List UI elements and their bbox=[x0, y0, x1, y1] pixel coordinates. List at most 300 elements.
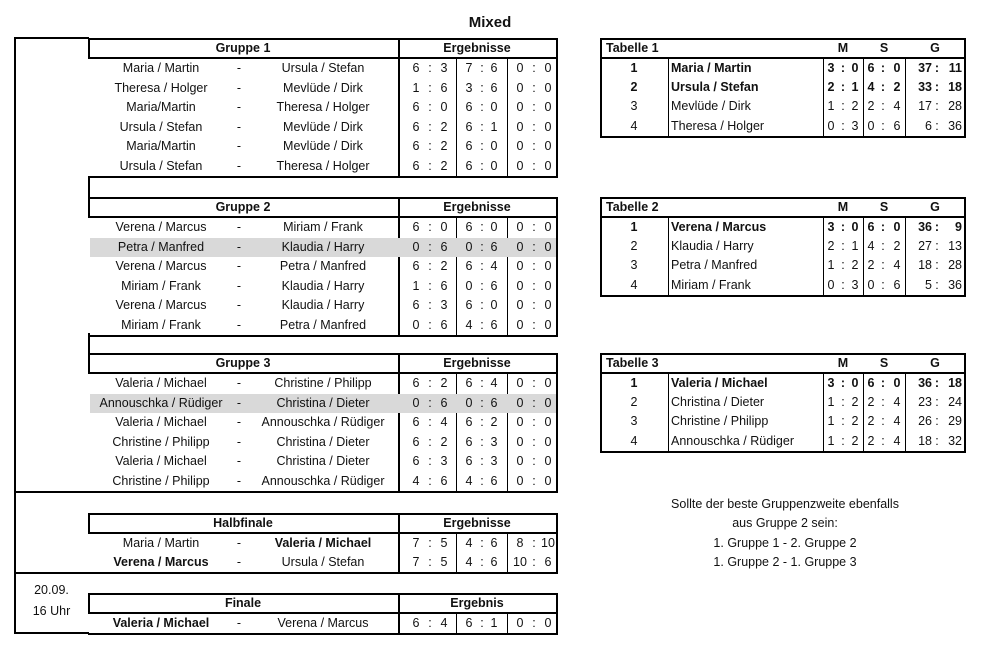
score-colon: : bbox=[480, 220, 484, 234]
colon: : bbox=[935, 395, 939, 410]
rule-line bbox=[964, 374, 966, 451]
set-score: 0 bbox=[544, 434, 552, 449]
rule-line bbox=[964, 353, 966, 373]
set-score: 6 bbox=[412, 100, 420, 114]
set-score: 7 bbox=[412, 536, 420, 550]
set-score: 0 bbox=[516, 616, 524, 630]
rule-line bbox=[88, 335, 558, 337]
team-b: Mevlüde / Dirk bbox=[283, 139, 363, 153]
team-name: Ursula / Stefan bbox=[671, 80, 759, 95]
set-score: 0 bbox=[544, 139, 552, 153]
matches-won: 1 bbox=[827, 395, 835, 410]
set-score: 0 bbox=[412, 239, 420, 254]
colon: : bbox=[841, 414, 845, 429]
score-colon: : bbox=[480, 239, 484, 254]
vs-dash: - bbox=[236, 454, 242, 468]
colon: : bbox=[840, 220, 846, 234]
matches-won: 1 bbox=[827, 99, 835, 114]
team-b: Christina / Dieter bbox=[276, 395, 370, 410]
vs-dash: - bbox=[236, 100, 242, 114]
colon: : bbox=[935, 277, 939, 292]
rule-line bbox=[964, 38, 966, 58]
rule-line bbox=[556, 38, 558, 58]
set-score: 6 bbox=[465, 139, 473, 153]
final-time: 16 Uhr bbox=[32, 604, 71, 618]
set-score: 6 bbox=[412, 616, 420, 630]
team-a: Verena / Marcus bbox=[115, 298, 207, 312]
colon: : bbox=[935, 239, 939, 254]
group-header: Halbfinale bbox=[213, 516, 273, 530]
vs-dash: - bbox=[236, 119, 242, 134]
set-score: 0 bbox=[516, 158, 524, 173]
table-title: Tabelle 3 bbox=[606, 356, 659, 370]
rule-line bbox=[556, 513, 558, 533]
rule-line bbox=[456, 218, 457, 335]
table-title: Tabelle 2 bbox=[606, 200, 659, 214]
set-score: 4 bbox=[490, 259, 498, 273]
rule-line bbox=[398, 614, 400, 633]
score-colon: : bbox=[532, 317, 536, 332]
colon: : bbox=[935, 258, 939, 273]
set-score: 4 bbox=[465, 555, 473, 569]
rule-line bbox=[88, 176, 558, 178]
set-score: 0 bbox=[516, 220, 524, 234]
set-score: 0 bbox=[490, 100, 498, 114]
matches-lost: 2 bbox=[851, 258, 859, 273]
team-b: Mevlüde / Dirk bbox=[283, 119, 363, 134]
matches-lost: 2 bbox=[851, 395, 859, 410]
set-score: 6 bbox=[465, 616, 473, 630]
team-a: Christine / Philipp bbox=[112, 434, 210, 449]
score-colon: : bbox=[428, 139, 432, 153]
set-score: 6 bbox=[412, 454, 420, 468]
set-score: 6 bbox=[412, 298, 420, 312]
rule-line bbox=[398, 59, 400, 176]
vs-dash: - bbox=[236, 278, 242, 293]
set-score: 6 bbox=[412, 119, 420, 134]
set-score: 4 bbox=[465, 317, 473, 332]
team-b: Petra / Manfred bbox=[279, 317, 367, 332]
set-score: 0 bbox=[516, 100, 524, 114]
rule-line bbox=[964, 218, 966, 295]
vs-dash: - bbox=[236, 61, 242, 75]
score-colon: : bbox=[428, 239, 432, 254]
set-score: 2 bbox=[440, 139, 448, 153]
sets-won: 4 bbox=[867, 80, 875, 95]
set-score: 0 bbox=[544, 317, 552, 332]
team-name: Miriam / Frank bbox=[671, 277, 751, 292]
set-score: 6 bbox=[465, 259, 473, 273]
set-score: 0 bbox=[544, 616, 552, 630]
score-colon: : bbox=[532, 278, 536, 293]
set-score: 0 bbox=[544, 80, 552, 95]
sets-won: 4 bbox=[867, 239, 875, 254]
set-score: 0 bbox=[516, 239, 524, 254]
note-line-2: aus Gruppe 2 sein: bbox=[732, 516, 838, 530]
vs-dash: - bbox=[236, 536, 242, 550]
sets-won: 6 bbox=[867, 376, 875, 390]
matches-lost: 2 bbox=[851, 414, 859, 429]
games-lost: 28 bbox=[948, 258, 962, 273]
rank: 1 bbox=[630, 376, 638, 390]
note-line-1: Sollte der beste Gruppenzweite ebenfalls bbox=[671, 497, 899, 511]
set-score: 2 bbox=[440, 119, 448, 134]
matches-lost: 1 bbox=[851, 239, 859, 254]
team-a: Miriam / Frank bbox=[121, 278, 201, 293]
set-score: 0 bbox=[490, 139, 498, 153]
vs-dash: - bbox=[236, 555, 242, 569]
rank: 1 bbox=[630, 220, 638, 234]
set-score: 6 bbox=[412, 139, 420, 153]
team-name: Valeria / Michael bbox=[671, 376, 768, 390]
set-score: 6 bbox=[412, 415, 420, 429]
rule-line bbox=[456, 374, 457, 491]
sets-lost: 4 bbox=[893, 258, 901, 273]
rule-line bbox=[556, 197, 558, 217]
matches-won: 3 bbox=[827, 220, 835, 234]
set-score: 0 bbox=[516, 61, 524, 75]
colon: : bbox=[881, 395, 885, 410]
vs-dash: - bbox=[236, 220, 242, 234]
score-colon: : bbox=[428, 61, 432, 75]
vs-dash: - bbox=[236, 239, 242, 254]
rule-line bbox=[88, 572, 558, 574]
set-score: 6 bbox=[465, 298, 473, 312]
score-colon: : bbox=[428, 395, 432, 410]
set-score: 6 bbox=[412, 61, 420, 75]
score-colon: : bbox=[532, 473, 536, 488]
rank: 3 bbox=[630, 258, 638, 273]
results-header: Ergebnisse bbox=[443, 41, 511, 55]
matches-lost: 2 bbox=[851, 433, 859, 448]
rank: 3 bbox=[630, 414, 638, 429]
set-score: 0 bbox=[544, 239, 552, 254]
score-colon: : bbox=[532, 119, 536, 134]
colon: : bbox=[841, 239, 845, 254]
set-score: 6 bbox=[490, 61, 498, 75]
score-colon: : bbox=[428, 119, 432, 134]
score-colon: : bbox=[428, 616, 432, 630]
score-colon: : bbox=[480, 317, 484, 332]
set-score: 0 bbox=[516, 454, 524, 468]
set-score: 0 bbox=[516, 119, 524, 134]
set-score: 6 bbox=[544, 555, 552, 569]
games-won: 6 bbox=[925, 118, 932, 133]
matches-won: 1 bbox=[827, 414, 835, 429]
set-score: 10 bbox=[541, 536, 555, 550]
matches-won: 0 bbox=[827, 118, 835, 133]
team-b: Klaudia / Harry bbox=[281, 278, 365, 293]
set-score: 2 bbox=[440, 434, 448, 449]
colon: : bbox=[935, 414, 939, 429]
set-score: 6 bbox=[465, 220, 473, 234]
sets-lost: 0 bbox=[893, 61, 901, 75]
set-score: 5 bbox=[440, 536, 448, 550]
score-colon: : bbox=[480, 376, 484, 390]
matches-lost: 0 bbox=[851, 61, 859, 75]
rank: 2 bbox=[630, 395, 638, 410]
set-score: 2 bbox=[440, 259, 448, 273]
set-score: 6 bbox=[465, 415, 473, 429]
set-score: 0 bbox=[412, 395, 420, 410]
set-score: 6 bbox=[490, 395, 498, 410]
colon: : bbox=[840, 376, 846, 390]
rule-line bbox=[88, 333, 90, 353]
set-score: 6 bbox=[412, 376, 420, 390]
sets-lost: 2 bbox=[893, 80, 901, 95]
team-b: Petra / Manfred bbox=[279, 259, 367, 273]
vs-dash: - bbox=[236, 298, 242, 312]
set-score: 8 bbox=[516, 536, 524, 550]
sets-lost: 4 bbox=[893, 414, 901, 429]
set-score: 0 bbox=[544, 259, 552, 273]
colon: : bbox=[880, 376, 886, 390]
colon: : bbox=[880, 61, 886, 75]
rule-line bbox=[14, 632, 89, 634]
table-title: Tabelle 1 bbox=[606, 41, 659, 55]
score-colon: : bbox=[532, 61, 536, 75]
results-header: Ergebnisse bbox=[443, 356, 511, 370]
score-colon: : bbox=[480, 61, 484, 75]
colon: : bbox=[881, 258, 885, 273]
set-score: 0 bbox=[516, 298, 524, 312]
team-a: Valeria / Michael bbox=[112, 616, 210, 630]
team-a: Christine / Philipp bbox=[112, 473, 210, 488]
vs-dash: - bbox=[236, 80, 242, 95]
colon: : bbox=[841, 433, 845, 448]
set-score: 0 bbox=[544, 119, 552, 134]
col-header-s: S bbox=[879, 41, 889, 55]
colon: : bbox=[881, 277, 885, 292]
sets-lost: 0 bbox=[893, 376, 901, 390]
score-colon: : bbox=[480, 555, 484, 569]
score-colon: : bbox=[532, 298, 536, 312]
set-score: 4 bbox=[440, 616, 448, 630]
team-a: Annouschka / Rüdiger bbox=[99, 395, 223, 410]
sets-won: 2 bbox=[867, 414, 875, 429]
rank: 4 bbox=[630, 277, 638, 292]
games-won: 5 bbox=[925, 277, 932, 292]
set-score: 6 bbox=[412, 434, 420, 449]
matches-lost: 0 bbox=[851, 220, 859, 234]
rank: 1 bbox=[630, 61, 638, 75]
set-score: 6 bbox=[440, 317, 448, 332]
games-lost: 9 bbox=[955, 220, 962, 234]
vs-dash: - bbox=[236, 434, 242, 449]
vs-dash: - bbox=[236, 139, 242, 153]
score-colon: : bbox=[428, 80, 432, 95]
games-lost: 18 bbox=[948, 80, 962, 95]
set-score: 0 bbox=[544, 454, 552, 468]
games-won: 26 bbox=[918, 414, 932, 429]
team-name: Christina / Dieter bbox=[671, 395, 765, 410]
rule-line bbox=[507, 614, 508, 633]
results-header: Ergebnisse bbox=[443, 200, 511, 214]
set-score: 3 bbox=[465, 80, 473, 95]
set-score: 6 bbox=[465, 119, 473, 134]
vs-dash: - bbox=[236, 158, 242, 173]
set-score: 0 bbox=[516, 139, 524, 153]
team-a: Ursula / Stefan bbox=[119, 119, 203, 134]
colon: : bbox=[880, 80, 886, 95]
set-score: 4 bbox=[465, 473, 473, 488]
col-header-m: M bbox=[837, 200, 849, 214]
sets-lost: 2 bbox=[893, 239, 901, 254]
colon: : bbox=[934, 61, 940, 75]
colon: : bbox=[935, 118, 939, 133]
rule-line bbox=[600, 136, 966, 138]
set-score: 1 bbox=[412, 278, 420, 293]
page-title: Mixed bbox=[468, 14, 512, 31]
games-lost: 24 bbox=[948, 395, 962, 410]
sets-won: 2 bbox=[867, 395, 875, 410]
team-a: Valeria / Michael bbox=[115, 376, 207, 390]
col-header-g: G bbox=[930, 200, 940, 214]
score-colon: : bbox=[428, 434, 432, 449]
set-score: 4 bbox=[440, 415, 448, 429]
set-score: 0 bbox=[544, 100, 552, 114]
sets-won: 0 bbox=[867, 118, 875, 133]
set-score: 6 bbox=[490, 317, 498, 332]
score-colon: : bbox=[428, 415, 432, 429]
team-b: Christina / Dieter bbox=[276, 454, 370, 468]
colon: : bbox=[881, 433, 885, 448]
score-colon: : bbox=[532, 158, 536, 173]
score-colon: : bbox=[532, 555, 536, 569]
set-score: 0 bbox=[544, 473, 552, 488]
team-a: Miriam / Frank bbox=[121, 317, 201, 332]
rule-line bbox=[14, 572, 89, 574]
matches-won: 1 bbox=[827, 258, 835, 273]
set-score: 0 bbox=[490, 158, 498, 173]
set-score: 0 bbox=[544, 376, 552, 390]
team-b: Theresa / Holger bbox=[276, 158, 370, 173]
score-colon: : bbox=[532, 139, 536, 153]
team-a: Maria / Martin bbox=[122, 536, 200, 550]
set-score: 0 bbox=[516, 80, 524, 95]
set-score: 3 bbox=[440, 454, 448, 468]
colon: : bbox=[841, 395, 845, 410]
note-line-4: 1. Gruppe 2 - 1. Gruppe 3 bbox=[713, 555, 857, 569]
vs-dash: - bbox=[236, 616, 242, 630]
score-colon: : bbox=[532, 616, 536, 630]
results-header: Ergebnis bbox=[450, 596, 504, 610]
matches-lost: 1 bbox=[851, 80, 859, 95]
rank: 4 bbox=[630, 118, 638, 133]
colon: : bbox=[840, 61, 846, 75]
set-score: 4 bbox=[465, 536, 473, 550]
rule-line bbox=[456, 614, 457, 633]
set-score: 0 bbox=[516, 415, 524, 429]
set-score: 0 bbox=[465, 239, 473, 254]
sets-lost: 6 bbox=[893, 277, 901, 292]
matches-lost: 2 bbox=[851, 99, 859, 114]
vs-dash: - bbox=[236, 259, 242, 273]
set-score: 0 bbox=[440, 100, 448, 114]
score-colon: : bbox=[480, 415, 484, 429]
team-name: Verena / Marcus bbox=[671, 220, 767, 234]
team-a: Ursula / Stefan bbox=[119, 158, 203, 173]
colon: : bbox=[934, 376, 940, 390]
set-score: 7 bbox=[465, 61, 473, 75]
team-name: Petra / Manfred bbox=[671, 258, 758, 273]
team-b: Theresa / Holger bbox=[276, 100, 370, 114]
set-score: 6 bbox=[465, 100, 473, 114]
team-name: Mevlüde / Dirk bbox=[671, 99, 751, 114]
games-lost: 28 bbox=[948, 99, 962, 114]
score-colon: : bbox=[480, 616, 484, 630]
score-colon: : bbox=[480, 139, 484, 153]
sets-lost: 4 bbox=[893, 433, 901, 448]
rule-line bbox=[668, 59, 669, 136]
col-header-g: G bbox=[930, 41, 940, 55]
team-a: Maria/Martin bbox=[126, 100, 196, 114]
rule-line bbox=[964, 59, 966, 136]
colon: : bbox=[881, 414, 885, 429]
score-colon: : bbox=[428, 298, 432, 312]
set-score: 0 bbox=[516, 259, 524, 273]
sets-won: 2 bbox=[867, 99, 875, 114]
team-a: Theresa / Holger bbox=[114, 80, 208, 95]
col-header-s: S bbox=[879, 200, 889, 214]
team-a: Verena / Marcus bbox=[115, 220, 207, 234]
set-score: 6 bbox=[440, 80, 448, 95]
vs-dash: - bbox=[236, 317, 242, 332]
matches-won: 2 bbox=[827, 80, 835, 95]
set-score: 2 bbox=[440, 376, 448, 390]
matches-won: 3 bbox=[827, 376, 835, 390]
games-won: 33 bbox=[918, 80, 932, 95]
set-score: 0 bbox=[516, 317, 524, 332]
games-won: 27 bbox=[918, 239, 932, 254]
team-b: Ursula / Stefan bbox=[281, 555, 365, 569]
set-score: 0 bbox=[490, 298, 498, 312]
sets-won: 2 bbox=[867, 258, 875, 273]
set-score: 1 bbox=[490, 616, 498, 630]
team-name: Klaudia / Harry bbox=[671, 239, 754, 254]
rule-line bbox=[823, 59, 824, 136]
set-score: 6 bbox=[465, 454, 473, 468]
set-score: 10 bbox=[513, 555, 527, 569]
colon: : bbox=[935, 99, 939, 114]
set-score: 0 bbox=[516, 473, 524, 488]
rule-line bbox=[863, 374, 864, 451]
vs-dash: - bbox=[236, 415, 242, 429]
set-score: 2 bbox=[440, 158, 448, 173]
sets-lost: 6 bbox=[893, 118, 901, 133]
games-lost: 18 bbox=[948, 376, 962, 390]
matches-won: 3 bbox=[827, 61, 835, 75]
score-colon: : bbox=[480, 473, 484, 488]
score-colon: : bbox=[532, 434, 536, 449]
group-header: Gruppe 3 bbox=[215, 356, 271, 370]
matches-won: 2 bbox=[827, 239, 835, 254]
set-score: 0 bbox=[544, 220, 552, 234]
score-colon: : bbox=[428, 220, 432, 234]
team-b: Christina / Dieter bbox=[276, 434, 370, 449]
set-score: 0 bbox=[516, 278, 524, 293]
set-score: 1 bbox=[490, 119, 498, 134]
games-lost: 29 bbox=[948, 414, 962, 429]
set-score: 2 bbox=[490, 415, 498, 429]
rule-line bbox=[398, 374, 400, 491]
colon: : bbox=[881, 118, 885, 133]
matches-lost: 3 bbox=[851, 118, 859, 133]
set-score: 6 bbox=[412, 220, 420, 234]
score-colon: : bbox=[532, 415, 536, 429]
set-score: 6 bbox=[440, 473, 448, 488]
team-a: Valeria / Michael bbox=[115, 454, 207, 468]
